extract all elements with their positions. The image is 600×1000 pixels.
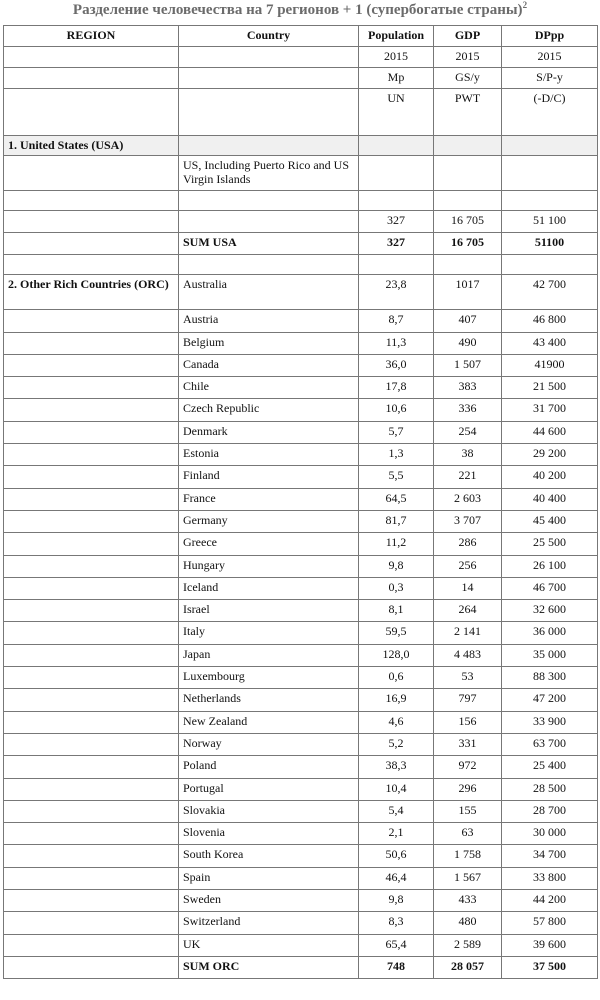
year-dppp: 2015 — [502, 47, 598, 68]
cell-dppp: 34 700 — [502, 845, 598, 867]
cell-population: 9,8 — [359, 555, 434, 577]
cell-gdp: 4 483 — [434, 644, 502, 666]
cell-gdp: 63 — [434, 823, 502, 845]
header-gdp: GDP — [434, 26, 502, 47]
cell-gdp: 972 — [434, 756, 502, 778]
cell-country: Sweden — [179, 890, 359, 912]
cell-dppp: 26 100 — [502, 555, 598, 577]
header-population: Population — [359, 26, 434, 47]
cell-country: Czech Republic — [179, 399, 359, 421]
unit-dppp: S/P-y — [502, 68, 598, 89]
cell-gdp: 480 — [434, 912, 502, 934]
cell-country: Finland — [179, 466, 359, 488]
cell-dppp: 21 500 — [502, 377, 598, 399]
cell-dppp: 40 200 — [502, 466, 598, 488]
cell-gdp: 256 — [434, 555, 502, 577]
cell-gdp: 38 — [434, 444, 502, 466]
table-row — [4, 667, 598, 689]
cell-population: 46,4 — [359, 867, 434, 889]
unit-population: Mp — [359, 68, 434, 89]
cell-population: 81,7 — [359, 510, 434, 532]
cell-country: Slovakia — [179, 800, 359, 822]
cell-dppp: 29 200 — [502, 444, 598, 466]
table-row — [4, 444, 598, 466]
cell-country: Switzerland — [179, 912, 359, 934]
cell-gdp: 296 — [434, 778, 502, 800]
cell-country: South Korea — [179, 845, 359, 867]
cell-gdp: 2 589 — [434, 934, 502, 956]
orc-region-label: 2. Other Rich Countries (ORC) — [4, 275, 179, 310]
cell-dppp: 41900 — [502, 354, 598, 376]
cell-country: Spain — [179, 867, 359, 889]
cell-population: 2,1 — [359, 823, 434, 845]
cell-population: 23,8 — [359, 275, 434, 310]
table-row — [4, 488, 598, 510]
cell-country: Estonia — [179, 444, 359, 466]
cell-dppp: 35 000 — [502, 644, 598, 666]
usa-sum-row — [4, 233, 598, 255]
cell-dppp: 36 000 — [502, 622, 598, 644]
cell-country: Denmark — [179, 421, 359, 443]
cell-population: 59,5 — [359, 622, 434, 644]
cell-gdp: 797 — [434, 689, 502, 711]
table-row — [4, 934, 598, 956]
header-region: REGION — [4, 26, 179, 47]
cell-gdp: 490 — [434, 332, 502, 354]
cell-dppp: 57 800 — [502, 912, 598, 934]
cell-gdp: 407 — [434, 310, 502, 332]
cell-dppp: 25 500 — [502, 533, 598, 555]
table-row — [4, 421, 598, 443]
table-row — [4, 890, 598, 912]
orc-section — [4, 275, 598, 957]
orc-sum-row — [4, 956, 598, 978]
cell-population: 5,7 — [359, 421, 434, 443]
cell-gdp: 254 — [434, 421, 502, 443]
usa-sum-gdp: 16 705 — [434, 233, 502, 255]
table-row — [4, 533, 598, 555]
usa-desc-row — [4, 156, 598, 191]
orc-sum-gdp: 28 057 — [434, 956, 502, 978]
cell-population: 38,3 — [359, 756, 434, 778]
table-row — [4, 377, 598, 399]
title-footnote: 2 — [522, 0, 528, 10]
cell-gdp: 264 — [434, 600, 502, 622]
cell-dppp: 33 800 — [502, 867, 598, 889]
cell-dppp: 28 500 — [502, 778, 598, 800]
cell-dppp: 31 700 — [502, 399, 598, 421]
source-row — [4, 89, 598, 136]
cell-dppp: 63 700 — [502, 733, 598, 755]
table-row — [4, 756, 598, 778]
cell-population: 5,4 — [359, 800, 434, 822]
table-row — [4, 275, 598, 310]
cell-gdp: 3 707 — [434, 510, 502, 532]
cell-gdp: 336 — [434, 399, 502, 421]
table-row — [4, 510, 598, 532]
cell-country: Italy — [179, 622, 359, 644]
title-text: Разделение человечества на 7 регионов + 1 (супербогатые страны) — [72, 2, 523, 18]
usa-sum-dppp: 51100 — [502, 233, 598, 255]
year-population: 2015 — [359, 47, 434, 68]
table-row — [4, 867, 598, 889]
cell-gdp: 383 — [434, 377, 502, 399]
header-row — [4, 26, 598, 47]
cell-gdp: 433 — [434, 890, 502, 912]
table-row — [4, 466, 598, 488]
usa-region-label: 1. United States (USA) — [4, 136, 179, 156]
table-row — [4, 912, 598, 934]
orc-sum-label: SUM ORC — [179, 956, 359, 978]
table-row — [4, 778, 598, 800]
cell-gdp: 221 — [434, 466, 502, 488]
header-country: Country — [179, 26, 359, 47]
cell-country: Hungary — [179, 555, 359, 577]
cell-gdp: 2 141 — [434, 622, 502, 644]
cell-dppp: 28 700 — [502, 800, 598, 822]
usa-country-desc: US, Including Puerto Rico and US Virgin Islands — [179, 156, 359, 191]
cell-population: 8,7 — [359, 310, 434, 332]
cell-gdp: 155 — [434, 800, 502, 822]
source-gdp: PWT — [434, 89, 502, 136]
cell-country: Slovenia — [179, 823, 359, 845]
cell-dppp: 44 600 — [502, 421, 598, 443]
cell-country: Luxembourg — [179, 667, 359, 689]
cell-population: 0,6 — [359, 667, 434, 689]
unit-row — [4, 68, 598, 89]
cell-dppp: 44 200 — [502, 890, 598, 912]
cell-gdp: 14 — [434, 577, 502, 599]
unit-gdp: GS/y — [434, 68, 502, 89]
regions-table — [3, 25, 598, 979]
usa-values-row — [4, 211, 598, 233]
cell-population: 17,8 — [359, 377, 434, 399]
table-row — [4, 332, 598, 354]
usa-gdp: 16 705 — [434, 211, 502, 233]
table-row — [4, 577, 598, 599]
table-row — [4, 689, 598, 711]
table-row — [4, 555, 598, 577]
cell-population: 9,8 — [359, 890, 434, 912]
year-gdp: 2015 — [434, 47, 502, 68]
cell-population: 8,1 — [359, 600, 434, 622]
usa-population: 327 — [359, 211, 434, 233]
cell-population: 11,3 — [359, 332, 434, 354]
cell-dppp: 39 600 — [502, 934, 598, 956]
table-row — [4, 622, 598, 644]
cell-dppp: 46 700 — [502, 577, 598, 599]
cell-dppp: 32 600 — [502, 600, 598, 622]
cell-gdp: 2 603 — [434, 488, 502, 510]
table-row — [4, 644, 598, 666]
cell-dppp: 33 900 — [502, 711, 598, 733]
cell-dppp: 88 300 — [502, 667, 598, 689]
cell-population: 10,4 — [359, 778, 434, 800]
cell-country: Austria — [179, 310, 359, 332]
header-dppp: DPpp — [502, 26, 598, 47]
cell-dppp: 42 700 — [502, 275, 598, 310]
cell-country: Germany — [179, 510, 359, 532]
source-dppp: (-D/C) — [502, 89, 598, 136]
table-row — [4, 800, 598, 822]
cell-population: 64,5 — [359, 488, 434, 510]
cell-country: France — [179, 488, 359, 510]
cell-country: Belgium — [179, 332, 359, 354]
cell-country: Israel — [179, 600, 359, 622]
cell-dppp: 25 400 — [502, 756, 598, 778]
cell-population: 50,6 — [359, 845, 434, 867]
page-title — [0, 0, 600, 24]
cell-country: Greece — [179, 533, 359, 555]
cell-gdp: 156 — [434, 711, 502, 733]
usa-sum-population: 327 — [359, 233, 434, 255]
cell-population: 0,3 — [359, 577, 434, 599]
cell-gdp: 286 — [434, 533, 502, 555]
cell-gdp: 1 507 — [434, 354, 502, 376]
cell-country: Netherlands — [179, 689, 359, 711]
cell-dppp: 46 800 — [502, 310, 598, 332]
blank-row — [4, 191, 598, 211]
cell-country: Poland — [179, 756, 359, 778]
cell-population: 16,9 — [359, 689, 434, 711]
cell-population: 65,4 — [359, 934, 434, 956]
table-row — [4, 845, 598, 867]
orc-sum-dppp: 37 500 — [502, 956, 598, 978]
cell-population: 128,0 — [359, 644, 434, 666]
table-row — [4, 711, 598, 733]
usa-section-row — [4, 136, 598, 156]
source-population: UN — [359, 89, 434, 136]
cell-gdp: 1 758 — [434, 845, 502, 867]
cell-country: UK — [179, 934, 359, 956]
cell-dppp: 43 400 — [502, 332, 598, 354]
cell-country: Australia — [179, 275, 359, 310]
cell-population: 36,0 — [359, 354, 434, 376]
table-row — [4, 600, 598, 622]
cell-dppp: 47 200 — [502, 689, 598, 711]
cell-population: 10,6 — [359, 399, 434, 421]
cell-country: Canada — [179, 354, 359, 376]
cell-population: 11,2 — [359, 533, 434, 555]
cell-population: 4,6 — [359, 711, 434, 733]
cell-country: Iceland — [179, 577, 359, 599]
cell-dppp: 30 000 — [502, 823, 598, 845]
year-row — [4, 47, 598, 68]
cell-gdp: 1017 — [434, 275, 502, 310]
cell-population: 5,5 — [359, 466, 434, 488]
cell-gdp: 331 — [434, 733, 502, 755]
cell-country: New Zealand — [179, 711, 359, 733]
table-row — [4, 733, 598, 755]
blank-row — [4, 255, 598, 275]
cell-population: 8,3 — [359, 912, 434, 934]
table-row — [4, 399, 598, 421]
cell-country: Chile — [179, 377, 359, 399]
table-row — [4, 310, 598, 332]
cell-country: Portugal — [179, 778, 359, 800]
table-row — [4, 354, 598, 376]
cell-population: 1,3 — [359, 444, 434, 466]
usa-sum-label: SUM USA — [179, 233, 359, 255]
orc-sum-population: 748 — [359, 956, 434, 978]
cell-country: Norway — [179, 733, 359, 755]
cell-population: 5,2 — [359, 733, 434, 755]
table-row — [4, 823, 598, 845]
cell-gdp: 1 567 — [434, 867, 502, 889]
cell-country: Japan — [179, 644, 359, 666]
usa-dppp: 51 100 — [502, 211, 598, 233]
cell-dppp: 40 400 — [502, 488, 598, 510]
cell-dppp: 45 400 — [502, 510, 598, 532]
cell-gdp: 53 — [434, 667, 502, 689]
